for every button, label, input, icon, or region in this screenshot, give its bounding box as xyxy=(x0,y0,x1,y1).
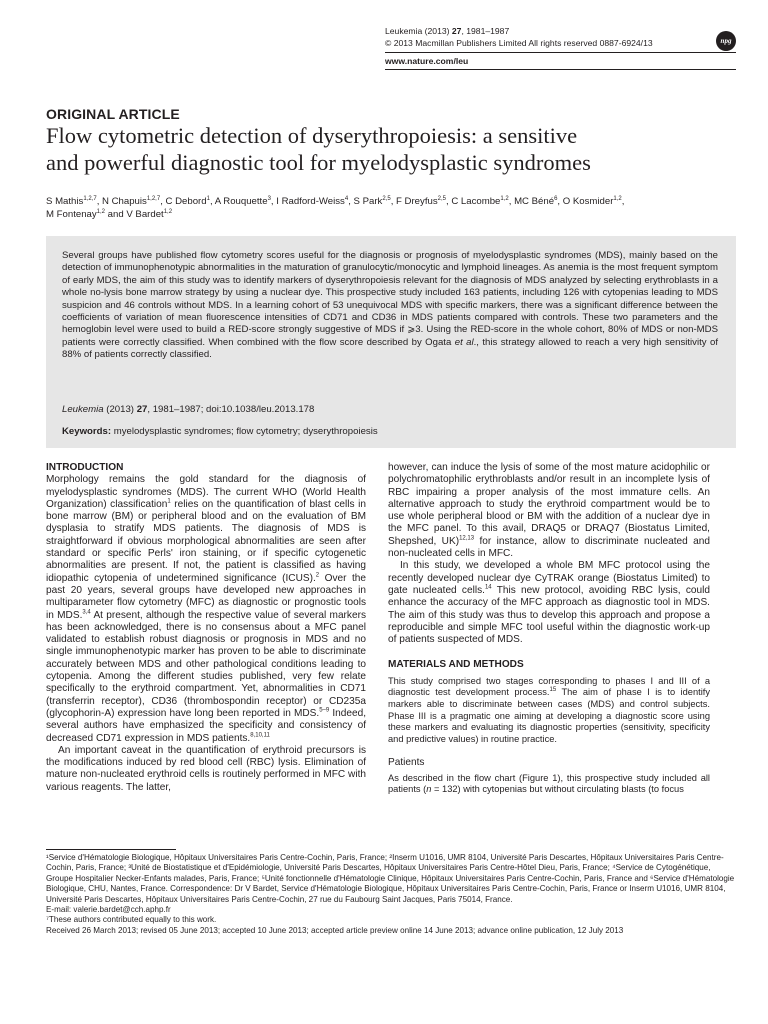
footnote-rule xyxy=(46,849,176,850)
patients-paragraph: As described in the flow chart (Figure 1), this prospective study included all patients (n = 132) with cytopenias but without circulating blasts (to focus xyxy=(388,772,710,795)
journal-name: Leukemia xyxy=(385,26,423,36)
author-name: A Rouquette xyxy=(214,196,268,207)
author-separator: , xyxy=(621,196,625,207)
methods-paragraph-1: This study comprised two stages corresponding to phases I and III of a diagnostic test development process.$^{15}$ The aim of phase I is to identify markers able to discriminate between cases (MDS) and control subjects. Phase III is a pragmatic one aiming at developing a diagnostic score using these markers and evaluating its diagnostic properties (sensitivity, specificity and predictive values) in routine practice. xyxy=(388,675,711,744)
author-affiliation: 1,2 xyxy=(163,208,173,215)
journal-pages: , 1981–1987 xyxy=(461,26,510,36)
author-separator: , xyxy=(160,196,166,207)
author-affiliation: 1,2 xyxy=(613,195,622,202)
journal-url-link[interactable]: www.nature.com/leu xyxy=(385,56,469,66)
keywords-list: myelodysplastic syndromes; flow cytometry; dyserythropoiesis xyxy=(111,426,378,437)
keywords xyxy=(62,426,378,438)
article-history-dates: Received 26 March 2013; revised 05 June 2013; accepted 10 June 2013; accepted article preview online 14 June 2013; advance online publication, 12 July 2013 xyxy=(46,925,624,935)
journal-year: (2013) xyxy=(424,26,450,36)
article-type: ORIGINAL ARTICLE xyxy=(46,106,180,122)
author-affiliation: 1,2,7 xyxy=(146,195,161,202)
author-separator: , xyxy=(390,196,397,207)
citation-doi: , 1981–1987; doi:10.1038/leu.2013.178 xyxy=(147,404,315,415)
section-heading-methods: MATERIALS AND METHODS xyxy=(388,659,524,671)
author-affiliation: 2,5 xyxy=(382,195,391,202)
author-name: F Dreyfus xyxy=(396,196,438,207)
abstract-part-2: ., this strategy allowed to reach a very high sensitivity of 88% of patients correctly classified. xyxy=(62,336,718,361)
author-list xyxy=(46,195,736,221)
author-affiliation: 1 xyxy=(206,195,210,202)
intro-paragraph-2: An important caveat in the quantification of erythroid precursors is the modifications induced by red blood cell (RBC) lysis. Elimination of mature non-nucleated erythroid cells is routinely performed in MFC with various reagents. The latter, xyxy=(46,744,366,793)
abstract-box xyxy=(46,236,736,448)
author-affiliation: 4 xyxy=(344,195,349,202)
author-name: I Radford-Weiss xyxy=(276,196,345,207)
author-affiliation: 2,5 xyxy=(437,195,446,202)
author-name: MC Béné xyxy=(514,196,555,207)
section-heading-introduction: INTRODUCTION xyxy=(46,462,124,473)
affiliations-footnote: ¹Service d'Hématologie Biologique, Hôpitaux Universitaires Paris Centre-Cochin, Paris, France; ²Inserm U1016, UMR 8104, Université Paris Descartes, Hôpitaux Universitaires Paris Centre-Cochin, Paris, France; ³Unité de Biostatistique et d'Epidémiologie, Université Paris Descartes, Hôpitaux Universitaires Paris Centre-Hôtel Dieu, Paris, France; ⁴Service de Cytogénétique, Groupe Hospitalier Necker-Enfants malades, Paris, France; ⁵Unité fonctionnelle d'Hématologie Clinique, Hôpitaux Universitaires Paris Centre-Cochin, Paris, France and ⁶Service d'Hématologie Biologique, CHU, Nantes, France. Correspondence: Dr V Bardet, Service d'Hématologie Biologique, Hôpitaux Universitaires Paris Centre-Cochin, Paris, France or Inserm U1016, UMR 8104, Université Paris Descartes, Hôpitaux Universitaires Paris Centre-Cochin, 27 rue du Faubourg Saint Jacques, Paris 75014, France. xyxy=(46,853,735,904)
author-separator: , xyxy=(348,196,354,207)
citation-journal: Leukemia xyxy=(62,404,104,415)
author-name: N Chapuis xyxy=(102,196,147,207)
header-rule-bottom xyxy=(385,69,736,70)
author-name: C Lacombe xyxy=(451,196,501,207)
subsection-heading-patients: Patients xyxy=(388,757,425,769)
journal-volume: 27 xyxy=(451,26,462,36)
intro-paragraph-1: Morphology remains the gold standard for the diagnosis of myelodysplastic syndromes (MDS). The current WHO (World Health Organization) classification$^1$ relies on the quantification of blast cells in bone marrow (BM) or peripheral blood and on the evaluation of BM dysplasia to stratify MDS patients. The diagnosis of MDS is straightforward if obvious morphological abnormalities are seen after standard or specific Perls' iron staining, or if specific cytogenetic abnormalities are present. If not, the patient is classified as having idiopathic cytopenia of undetermined significance (ICUS).$^2$ Over the past 20 years, several groups have developed new approaches in multiparameter flow cytometry (MFC) as diagnostic or prognostic tools in MDS.$^{3,4}$ At present, although the respective value of several markers has been acknowledged, there is no consensus about a MFC panel validated to establish robust diagnosis or prognosis in MDS and no single immunophenotypic marker has proven to be able to discriminate accurately between MDS and other pathological conditions leading to cytopenia. Among the different studies published, very few relate specifically to the erythroid compartment. Yet, abnormalities in CD71 (transferrin receptor), CD36 (thrombospondin receptor) or CD235a (glycophorin-A) expression have long been reported in MDS.$^{5-9}$ Indeed, several authors have emphasized the specificity and consistency of decreased CD71 expression in MDS patients.$^{8,10,11}$ xyxy=(46,474,367,744)
keywords-label: Keywords: xyxy=(62,426,112,437)
author-name: S Mathis xyxy=(46,196,84,207)
author-separator: , xyxy=(270,196,277,207)
intro-paragraph-4: In this study, we developed a whole BM MFC protocol using the recently developed nuclear dye CyTRAK orange (Biostatus Limited) to gate nucleated cells.$^{14}$ This new protocol, avoiding RBC lysis, could enhance the accuracy of the MFC approach as diagnostic tool in MDS. The aim of this study was thus to develop this approach and propose a reproducible and simple MFC tool useful within the diagnostic work-up of patients suspected of MDS. xyxy=(388,560,710,646)
author-separator: and xyxy=(105,209,127,220)
author-separator: , xyxy=(508,196,515,207)
citation-year: (2013) xyxy=(103,404,137,415)
author-separator: , xyxy=(96,196,103,207)
author-affiliation: 6 xyxy=(554,195,558,202)
abstract-et-al: et al xyxy=(454,336,474,348)
author-name: C Debord xyxy=(165,196,207,207)
correspondence-email[interactable]: E-mail: valerie.bardet@cch.aphp.fr xyxy=(46,905,171,915)
author-affiliation: 3 xyxy=(267,195,271,202)
body-column-left xyxy=(46,462,366,794)
article-title xyxy=(46,122,736,176)
abstract-text xyxy=(62,250,718,362)
author-separator: , xyxy=(557,196,563,207)
author-affiliation: 1,2,7 xyxy=(83,195,97,202)
author-separator: , xyxy=(445,196,452,207)
author-name: S Park xyxy=(353,196,383,207)
npg-logo-icon: npg xyxy=(716,31,736,51)
article-title-line-2: and powerful diagnostic tool for myelodysplastic syndromes xyxy=(46,150,591,175)
equal-contribution-note: ⁷These authors contributed equally to this work. xyxy=(46,915,217,925)
intro-paragraph-3: however, can induce the lysis of some of the most mature acidophilic or polychromatophilic erythroblasts and/or result in an incomplete lysis of RBC impairing a proper analysis of the most immature cells. An alternative approach to study the erythroid compartment would be to use whole peripheral blood or BM with the addition of a nuclear dye in the MFC panel. To this avail, DRAQ5 or DRAQ7 (Biostatus Limited, Shepshed, UK)$^{12,13}$ for instance, allow to discriminate nucleated and non-nucleated cells in MFC. xyxy=(388,462,710,560)
article-title-line-1: Flow cytometric detection of dyserythropoiesis: a sensitive xyxy=(46,123,578,148)
author-separator: , xyxy=(209,196,215,207)
citation-volume: 27 xyxy=(136,404,148,415)
article-citation xyxy=(62,404,314,416)
author-name: V Bardet xyxy=(126,209,164,220)
body-column-right xyxy=(388,462,710,796)
author-affiliation: 1,2 xyxy=(500,195,509,202)
footnotes xyxy=(46,853,736,936)
author-affiliation: 1,2 xyxy=(96,208,106,215)
author-name: O Kosmider xyxy=(562,196,614,207)
author-name: M Fontenay xyxy=(46,209,97,220)
journal-citation-header xyxy=(385,26,509,37)
header-rule xyxy=(385,52,736,53)
abstract-part-1: Several groups have published flow cytometry scores useful for the diagnosis or prognosis of myelodysplastic syndromes (MDS), mainly based on the detection of immunophenotypic abnormalities in the maturation of granulocytic/monocytic and lymphoid lineages. As anemia is the most frequent symptom of early MDS, the aim of this study was to identify markers of dyserythropoiesis relevant for the diagnosis of MDS analyzed by selecting erythroblasts in a whole no-lysis bone marrow strategy by using a nuclear dye. This prospective study included 163 patients, including 126 with cytopenias leading to MDS suspicion and 46 controls without MDS. In a learning cohort of 53 unequivocal MDS with specific markers, there was a significant difference between the coefficients of variation of mean fluorescence intensities of CD71 and CD36 in MDS patients compared with controls. These two parameters and the hemoglobin level were used to build a RED-score strongly suggestive of MDS if ⩾3. Using the RED-score in the whole cohort, 80% of MDS or non-MDS patients were correctly classified. When combined with the flow score described by Ogata xyxy=(62,250,718,348)
copyright-line: © 2013 Macmillan Publishers Limited All rights reserved 0887-6924/13 xyxy=(385,38,653,48)
